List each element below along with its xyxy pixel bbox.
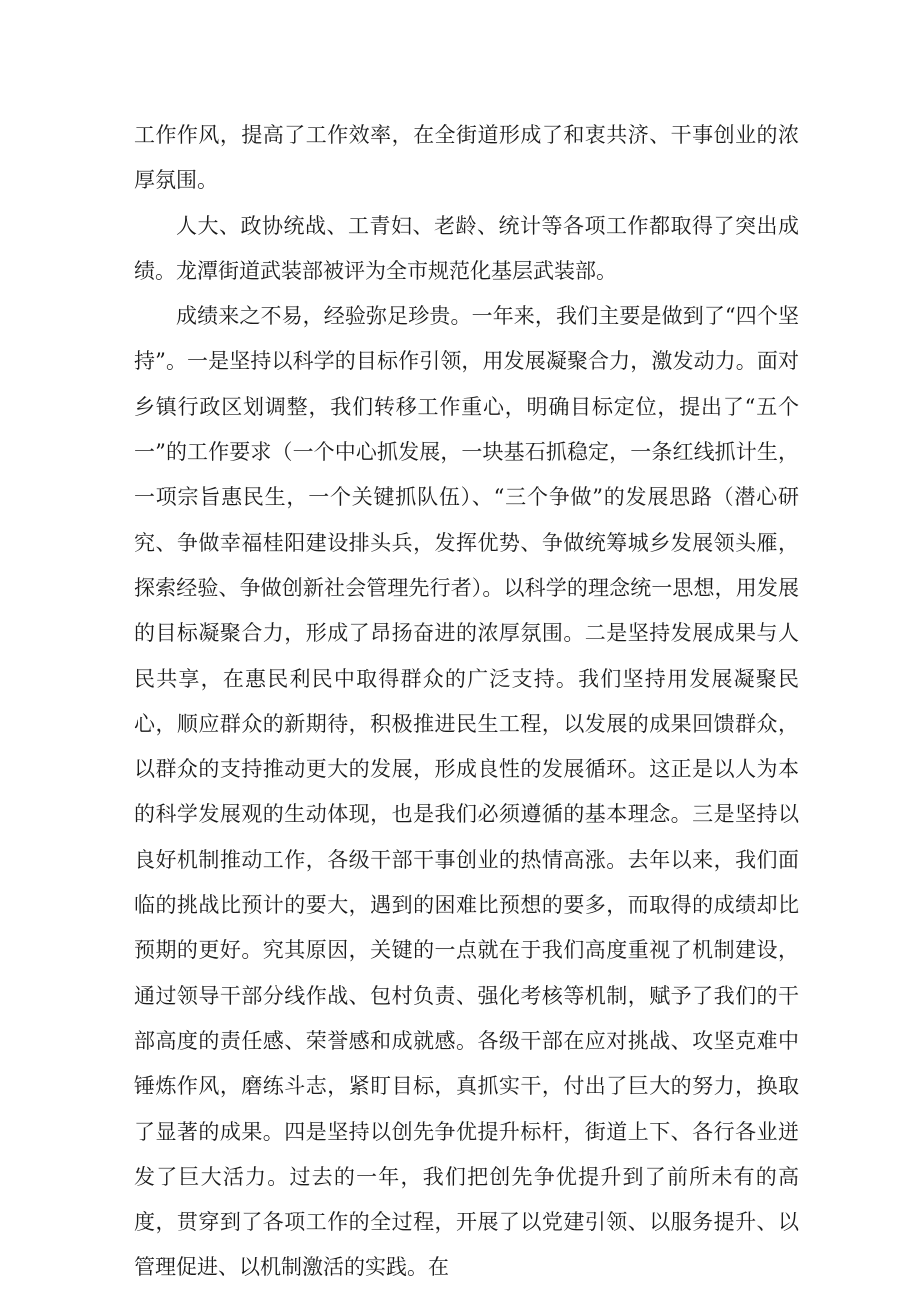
paragraph-1: 工作作风，提高了工作效率，在全街道形成了和衷共济、干事创业的浓厚氛围。 bbox=[134, 123, 799, 193]
paragraph-3: 成绩来之不易，经验弥足珍贵。一年来，我们主要是做到了“四个坚持”。一是坚持以科学的目标作引领，用发展凝聚合力，激发动力。面对乡镇行政区划调整，我们转移工作重心，明确目标定位，提出了“五个一”的工作要求（一个中心抓发展，一块基石抓稳定，一条红线抓计生，一项宗旨惠民生，一个关键抓队伍）、“三个争做”的发展思路（潜心研究、争做幸福桂阳建设排头兵，发挥优势、争做统筹城乡发展领头雁，探索经验、争做创新社会管理先行者）。以科学的理念统一思想，用发展的目标凝聚合力，形成了昂扬奋进的浓厚氛围。二是坚持发展成果与人民共享，在惠民利民中取得群众的广泛支持。我们坚持用发展凝聚民心，顺应群众的新期待，积极推进民生工程，以发展的成果回馈群众，以群众的支持推动更大的发展，形成良性的发展循环。这正是以人为本的科学发展观的生动体现，也是我们必须遵循的基本理念。三是坚持以良好机制推动工作，各级干部干事创业的热情高涨。去年以来，我们面临的挑战比预计的要大，遇到的困难比预想的要多，而取得的成绩却比预期的更好。究其原因，关键的一点就在于我们高度重视了机制建设，通过领导干部分线作战、包村负责、强化考核等机制，赋予了我们的干部高度的责任感、荣誉感和成就感。各级干部在应对挑战、攻坚克难中锤炼作风，磨练斗志，紧盯目标，真抓实干，付出了巨大的努力，换取了显著的成果。四是坚持以创先争优提升标杆，街道上下、各行各业迸发了巨大活力。过去的一年，我们把创先争优提升到了前所未有的高度，贯穿到了各项工作的全过程，开展了以党建引领、以服务提升、以管理促进、以机制激活的实践。在 bbox=[134, 304, 799, 1280]
paragraph-2: 人大、政协统战、工青妇、老龄、统计等各项工作都取得了突出成绩。龙潭街道武装部被评为全市规范化基层武装部。 bbox=[134, 213, 799, 283]
body-text bbox=[134, 113, 799, 1291]
